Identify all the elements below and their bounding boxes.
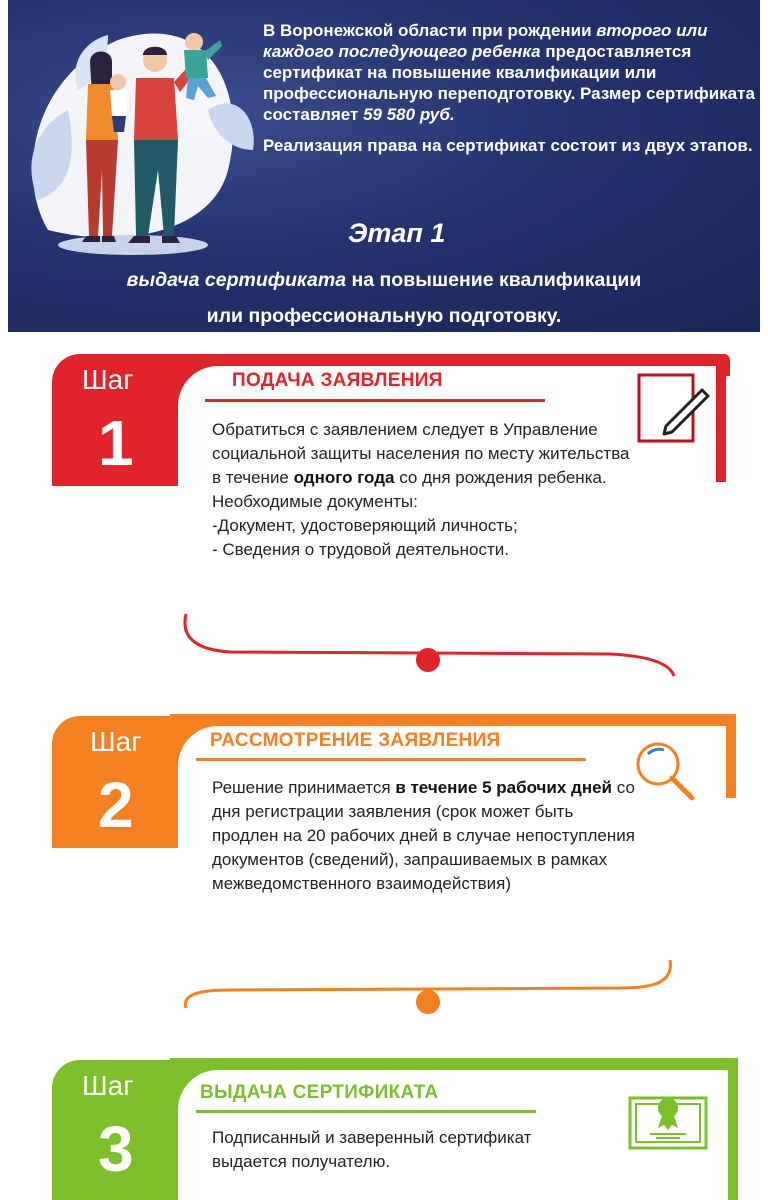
certificate-amount: 59 580 руб. [363, 105, 455, 124]
family-illustration [8, 0, 268, 270]
step-2-text-part-1: Решение принимается [212, 778, 391, 797]
step-2-text-bold: в течение 5 рабочих дней [395, 778, 613, 797]
header-banner [8, 0, 760, 332]
step-1-label: Шаг [82, 364, 134, 395]
step-1-right-edge [716, 354, 726, 482]
step-3-number: 3 [98, 1113, 134, 1185]
intro-text-2: предоставляется сертификат на повышение квалификации или профессиональную переподготовку. Размер сертификата составляет [263, 42, 755, 124]
stage-subtitle-line-2: или профессиональную подготовку. [206, 305, 562, 327]
step-2-number: 2 [98, 769, 134, 841]
step-3-text [212, 1126, 542, 1174]
intro-emphasis: второго или каждого последующего ребенка [263, 21, 708, 61]
step-1-text-part-2: со дня рождения ребенка. [399, 468, 607, 487]
step-2-title-underline [196, 758, 586, 761]
stage-subtitle-emphasis: выдача сертификата [126, 269, 347, 291]
step-2-text-part-2: со дня регистрации заявления (срок может быть продлен на 20 рабочих дней в случае непоступления документов (сведений), запрашиваемых в рамках межведомственного взаимодействия) [212, 778, 635, 893]
stage-subtitle-line-1: на повышение квалификации [351, 269, 642, 291]
step-2-title: РАССМОТРЕНИЕ ЗАЯВЛЕНИЯ [210, 730, 501, 751]
step-1 [0, 352, 768, 692]
step-1-connector [170, 610, 690, 680]
step-1-connector-dot [416, 648, 440, 672]
step-1-text-part-1: Обратиться с заявлением следует в Управление социальной защиты населения по месту жительства в течение [212, 420, 630, 487]
step-1-number: 1 [98, 407, 134, 479]
step-1-text-bold: одного года [293, 468, 395, 487]
step-3-title-underline [196, 1110, 536, 1113]
step-1-title-underline [205, 399, 545, 402]
step-2-label: Шаг [90, 726, 142, 757]
stage-title: Этап 1 [348, 218, 446, 248]
step-1-main-text [212, 418, 642, 490]
step-1-doc-1: -Документ, удостоверяющий личность; [212, 516, 518, 535]
step-3-main-text: Подписанный и заверенный сертификат выдается получателю. [212, 1128, 532, 1171]
step-3-right-edge [728, 1058, 738, 1200]
step-3 [0, 1058, 768, 1200]
realization-text: Реализация права на сертификат состоит из двух этапов. [263, 136, 753, 155]
step-3-label: Шаг [82, 1070, 134, 1101]
pencil-document-icon [636, 372, 710, 446]
step-1-title: ПОДАЧА ЗАЯВЛЕНИЯ [232, 370, 443, 391]
step-3-title: ВЫДАЧА СЕРТИФИКАТА [200, 1082, 439, 1103]
certificate-icon [628, 1088, 708, 1152]
step-1-docs-header: Необходимые документы: [212, 492, 418, 511]
step-2 [0, 714, 768, 1034]
step-1-doc-2: - Сведения о трудовой деятельности. [212, 540, 510, 559]
header-text [263, 20, 760, 166]
step-1-text [212, 418, 642, 562]
intro-paragraph [263, 20, 760, 125]
step-2-connector [170, 958, 690, 1028]
intro-text: В Воронежской области при рождении [263, 21, 592, 40]
step-2-connector-dot [416, 990, 440, 1014]
stage-subtitle [8, 262, 760, 332]
step-2-main-text [212, 776, 642, 896]
step-2-right-edge [726, 714, 736, 798]
step-2-text [212, 776, 642, 896]
